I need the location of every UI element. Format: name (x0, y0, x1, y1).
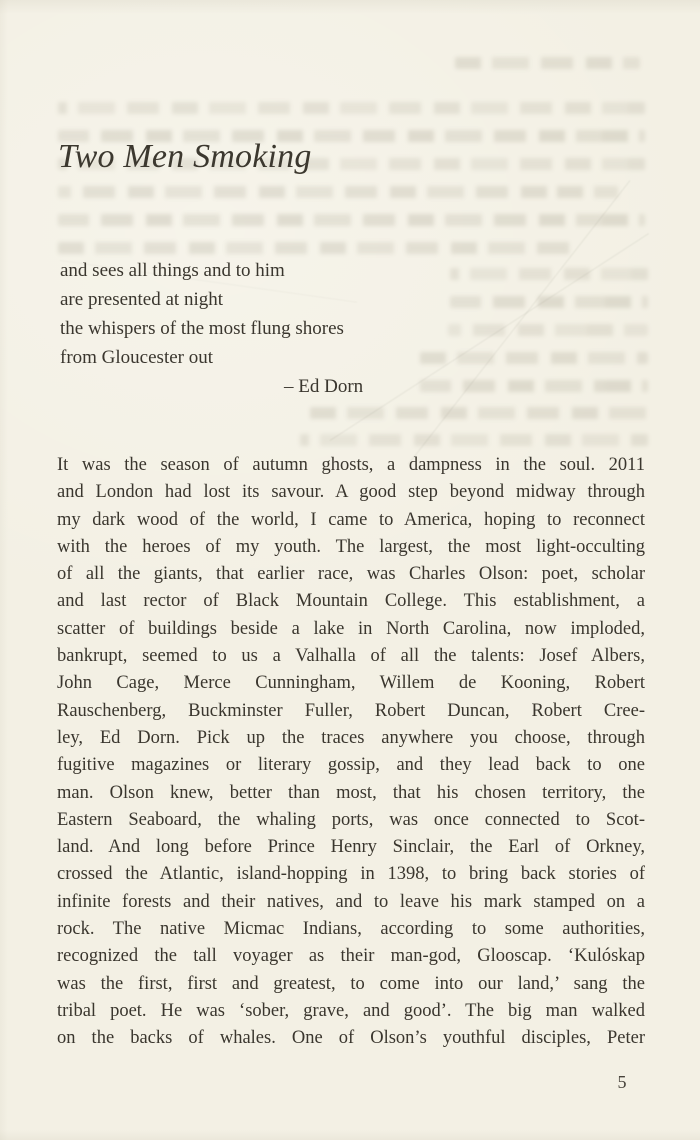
body-line: John Cage, Merce Cunningham, Willem de Kooning, Robert (57, 673, 645, 694)
showthrough-line (300, 434, 648, 446)
body-line: It was the season of autumn ghosts, a dampness in the soul. 2011 (57, 455, 645, 475)
body-line: of all the giants, that earlier race, was Charles Olson: poet, scholar (57, 564, 645, 585)
body-line: scatter of buildings beside a lake in North Carolina, now imploded, (57, 618, 645, 639)
body-line: fugitive magazines or literary gossip, and they lead back to one (57, 755, 645, 776)
showthrough-line (58, 242, 578, 254)
body-line: rock. The native Micmac Indians, according to some authorities, (57, 919, 645, 940)
showthrough-line (455, 57, 640, 69)
body-line: land. And long before Prince Henry Sinclair, the Earl of Orkney, (57, 837, 645, 858)
body-line: on the backs of whales. One of Olson’s youthful disciples, Peter (57, 1028, 645, 1049)
epigraph-attribution: – Ed Dorn (284, 376, 364, 397)
epigraph-lines (60, 256, 620, 372)
epigraph-line: are presented at night (60, 289, 224, 310)
body-paragraph (57, 452, 645, 1053)
body-line: recognized the tall voyager as their man-god, Glooscap. ‘Kulóskap (57, 946, 645, 967)
body-line: tribal poet. He was ‘sober, grave, and good’. The big man walked (57, 1000, 645, 1021)
page-number: 5 (617, 1072, 627, 1092)
epigraph-line: the whispers of the most flung shores (60, 318, 344, 339)
epigraph (60, 256, 620, 401)
showthrough-line (58, 186, 618, 198)
showthrough-line (58, 102, 645, 114)
showthrough-line (310, 407, 648, 419)
body-line: ley, Ed Dorn. Pick up the traces anywhere you choose, through (57, 727, 645, 748)
body-line: Rauschenberg, Buckminster Fuller, Robert Duncan, Robert Cree- (57, 700, 645, 721)
body-line: my dark wood of the world, I came to America, hoping to reconnect (57, 509, 645, 530)
body-line: and last rector of Black Mountain College. This establishment, a (57, 591, 645, 612)
body-line: and London had lost its savour. A good step beyond midway through (57, 482, 645, 503)
body-line: crossed the Atlantic, island-hopping in 1398, to bring back stories of (57, 864, 645, 885)
body-line: with the heroes of my youth. The largest, the most light-occulting (57, 536, 645, 557)
showthrough-line (58, 214, 645, 226)
body-line: bankrupt, seemed to us a Valhalla of all the talents: Josef Albers, (57, 646, 645, 667)
epigraph-line: and sees all things and to him (60, 260, 285, 281)
epigraph-line: from Gloucester out (60, 347, 214, 368)
body-line: Eastern Seaboard, the whaling ports, was once connected to Scot- (57, 809, 645, 830)
body-line: was the first, first and greatest, to come into our land,’ sang the (57, 973, 645, 994)
chapter-title: Two Men Smoking (58, 138, 312, 175)
body-line: infinite forests and their natives, and to leave his mark stamped on a (57, 891, 645, 912)
body-line: man. Olson knew, better than most, that his chosen territory, the (57, 782, 645, 803)
